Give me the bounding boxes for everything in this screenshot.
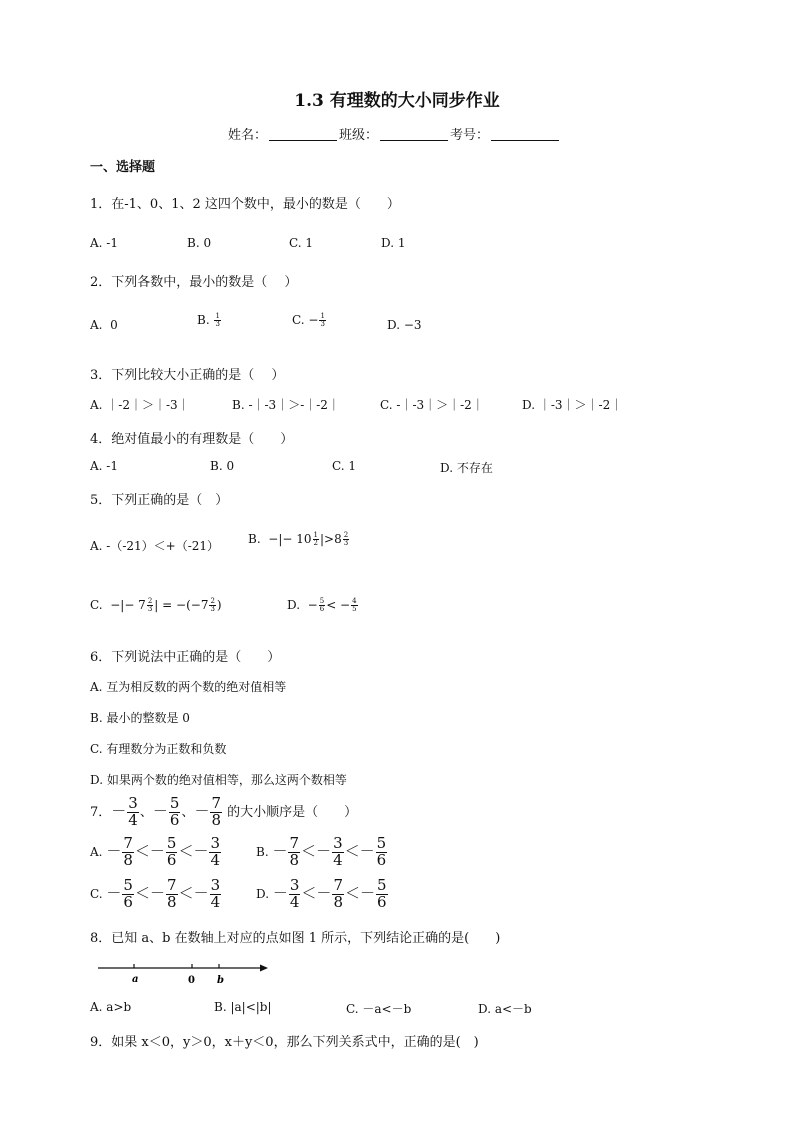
q8-option-b[interactable]: B. |a|<|b| bbox=[214, 1000, 272, 1014]
q6-stem: 6．下列说法中正确的是（ ） bbox=[90, 650, 281, 665]
q6-option-c[interactable]: C. 有理数分为正数和负数 bbox=[90, 742, 227, 756]
student-info bbox=[228, 124, 561, 143]
page-title: 1.3 有理数的大小同步作业 bbox=[294, 91, 500, 111]
q6-option-a[interactable]: A. 互为相反数的两个数的绝对值相等 bbox=[90, 680, 287, 694]
name-label: 姓名： bbox=[228, 128, 268, 143]
q5-option-d[interactable]: D. − $\frac{5}{6}$ < − $\frac{4}{5}$ bbox=[287, 597, 357, 613]
q6-option-b[interactable]: B. 最小的整数是 0 bbox=[90, 711, 190, 725]
exam-no-label: 考号： bbox=[450, 128, 490, 143]
q7-stem: 7．－ $\frac{3}{4}$ 、－ $\frac{5}{6}$ 、－ $\frac{7}{8}$ 的大小顺序是（ ） bbox=[90, 794, 358, 829]
q5-option-c[interactable]: C. −|− 7 $\frac{2}{3}$ | = −(−7 $\frac{2}{3}$ ) bbox=[90, 597, 222, 613]
q5-option-b[interactable]: B. −|− 10 $\frac{1}{2}$ |>8 $\frac{2}{3}$ bbox=[248, 531, 349, 547]
q1-option-b[interactable]: B. 0 bbox=[187, 236, 212, 250]
q2-option-d[interactable] bbox=[387, 318, 422, 332]
q5-stem: 5．下列正确的是（ ） bbox=[90, 493, 229, 508]
q1-option-c[interactable]: C. 1 bbox=[289, 236, 314, 250]
q3-option-a[interactable]: A. ｜-2｜＞｜-3｜ bbox=[90, 398, 190, 412]
q1-stem: 1．在-1、0、1、2 这四个数中，最小的数是（ ） bbox=[90, 197, 400, 212]
q5-d-label: D. bbox=[287, 598, 301, 612]
q2-c-fraction: $\frac{1}{3}$ bbox=[320, 312, 325, 328]
q3-option-d[interactable]: D. ｜-3｜＞｜-2｜ bbox=[522, 398, 623, 412]
q2-option-c[interactable]: C. − $\frac{1}{3}$ bbox=[292, 312, 325, 328]
q2-a-value: 0 bbox=[110, 318, 118, 332]
q7-option-a[interactable]: A. － $\frac{7}{8}$ ＜－ $\frac{5}{6}$ ＜－ $\frac{3}{4}$ bbox=[90, 834, 221, 869]
q2-stem: 2．下列各数中，最小的数是（ ） bbox=[90, 275, 298, 290]
q2-d-value: −3 bbox=[403, 318, 422, 332]
q2-a-label: A. bbox=[90, 318, 103, 332]
q5-c-label: C. bbox=[90, 598, 103, 612]
q3-option-b[interactable]: B. -｜-3｜＞-｜-2｜ bbox=[232, 398, 340, 412]
q8-option-c[interactable]: C. －a<－b bbox=[346, 1002, 412, 1016]
q2-b-label: B. bbox=[197, 313, 210, 327]
q1-option-d[interactable]: D. 1 bbox=[381, 236, 406, 250]
section-heading: 一、选择题 bbox=[90, 160, 156, 175]
q8-stem: 8．已知 a、b 在数轴上对应的点如图 1 所示，下列结论正确的是( ) bbox=[90, 931, 501, 946]
q2-option-b[interactable] bbox=[197, 313, 222, 328]
q2-option-a[interactable] bbox=[90, 318, 118, 332]
number-line-arrow bbox=[260, 965, 268, 972]
number-line-figure bbox=[94, 958, 272, 986]
class-blank[interactable] bbox=[380, 128, 448, 141]
class-label: 班级： bbox=[339, 128, 379, 143]
q3-option-c[interactable]: C. -｜-3｜＞｜-2｜ bbox=[380, 398, 484, 412]
q7-option-b[interactable]: B. － $\frac{7}{8}$ ＜－ $\frac{3}{4}$ ＜－ $\frac{5}{6}$ bbox=[256, 834, 387, 869]
q4-option-a[interactable]: A. -1 bbox=[90, 459, 118, 473]
q9-stem: 9．如果 x＜0，y＞0，x＋y＜0，那么下列关系式中，正确的是( ) bbox=[90, 1035, 479, 1050]
q1-option-a[interactable]: A. -1 bbox=[90, 236, 118, 250]
q2-b-fraction: $\frac{1}{3}$ bbox=[215, 312, 220, 328]
q8-option-d[interactable]: D. a<－b bbox=[478, 1002, 532, 1016]
q7-option-c[interactable]: C. － $\frac{5}{6}$ ＜－ $\frac{7}{8}$ ＜－ $\frac{3}{4}$ bbox=[90, 876, 221, 911]
q8-option-a[interactable]: A. a>b bbox=[90, 1000, 132, 1014]
q4-option-b[interactable]: B. 0 bbox=[210, 459, 235, 473]
q6-option-d[interactable]: D. 如果两个数的绝对值相等，那么这两个数相等 bbox=[90, 773, 347, 787]
q4-option-c[interactable]: C. 1 bbox=[332, 459, 357, 473]
q5-b-label: B. bbox=[248, 532, 261, 546]
q2-c-label: C. bbox=[292, 313, 305, 327]
q7-option-d[interactable]: D. － $\frac{3}{4}$ ＜－ $\frac{7}{8}$ ＜－ $\frac{5}{6}$ bbox=[256, 876, 387, 911]
q3-stem: 3．下列比较大小正确的是（ ） bbox=[90, 368, 285, 383]
label-b: b bbox=[217, 975, 224, 986]
name-blank[interactable] bbox=[269, 128, 337, 141]
q4-option-d[interactable]: D. 不存在 bbox=[440, 461, 493, 475]
exam-no-blank[interactable] bbox=[491, 128, 559, 141]
label-0: 0 bbox=[188, 975, 195, 986]
q4-stem: 4．绝对值最小的有理数是（ ） bbox=[90, 432, 294, 447]
q5-option-a[interactable]: A. -（-21）＜+（-21） bbox=[90, 539, 220, 553]
label-a: a bbox=[132, 974, 139, 985]
q2-d-label: D. bbox=[387, 318, 401, 332]
